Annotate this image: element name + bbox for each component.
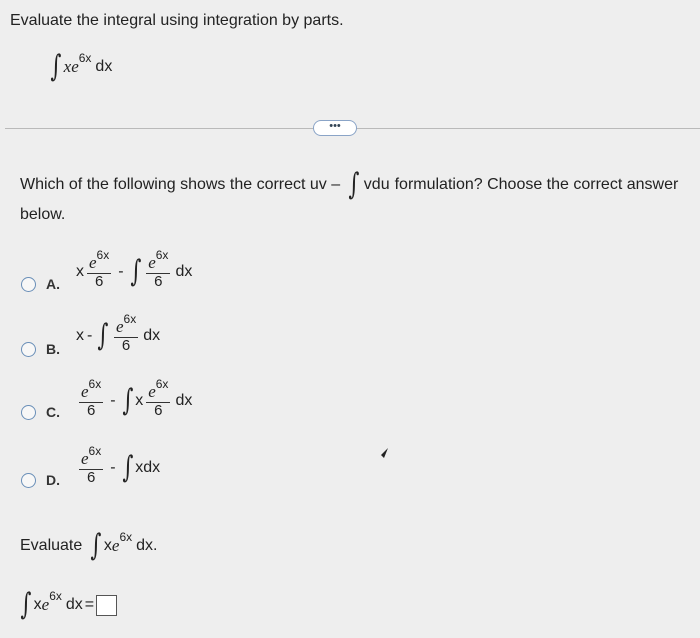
fraction: $\frac{e^{6x}}{6}$: [89, 248, 110, 290]
fraction: $\frac{e^{6x}}{6}$: [81, 377, 102, 419]
option-d-expression[interactable]: $\frac{e^{6x}}{6}$ - ∫ x dx: [81, 444, 161, 486]
evaluate-prompt: Evaluate ∫ x e 6x dx .: [20, 528, 158, 563]
integral-sign: ∫: [50, 49, 62, 84]
integral-sign: ∫: [348, 167, 360, 202]
option-d-letter: D.: [46, 472, 60, 488]
option-a-radio[interactable]: [21, 277, 36, 292]
fraction: $\frac{e^{6x}}{6}$: [81, 444, 102, 486]
more-button[interactable]: •••: [313, 120, 357, 136]
integral-sign: ∫: [20, 587, 32, 622]
integral-sign: ∫: [121, 383, 133, 419]
fraction: $\frac{e^{6x}}{6}$: [148, 377, 169, 419]
integral-sign: ∫: [90, 528, 102, 563]
fraction: $\frac{e^{6x}}{6}$: [148, 248, 169, 290]
option-c-letter: C.: [46, 404, 60, 420]
option-d-radio[interactable]: [21, 473, 36, 488]
option-a-letter: A.: [46, 276, 60, 292]
integral-sign: ∫: [121, 450, 133, 486]
option-b-radio[interactable]: [21, 342, 36, 357]
integral-sign: ∫: [129, 254, 141, 290]
option-b-expression[interactable]: x - ∫ $\frac{e^{6x}}{6}$ dx: [76, 312, 161, 354]
option-c-radio[interactable]: [21, 405, 36, 420]
question-text-line2: below.: [20, 206, 66, 223]
option-b-letter: B.: [46, 341, 60, 357]
fraction: $\frac{e^{6x}}{6}$: [115, 312, 137, 354]
option-a-expression[interactable]: x $\frac{e^{6x}}{6}$ - ∫ $\frac{e^{6x}}{6}$ dx: [76, 248, 193, 290]
question-text: Which of the following shows the correct uv – ∫ v du formulation? Choose the correct answer: [20, 167, 679, 202]
mouse-cursor-icon: [374, 446, 390, 462]
answer-line: ∫ x e 6x dx =: [18, 590, 117, 620]
integral-sign: ∫: [97, 318, 109, 354]
instructions-text: Evaluate the integral using integration by parts.: [10, 12, 344, 29]
answer-input[interactable]: [96, 595, 117, 616]
integral-expression: ∫ x e 6x dx: [50, 49, 113, 84]
option-c-expression[interactable]: $\frac{e^{6x}}{6}$ - ∫ x $\frac{e^{6x}}{6}$ dx: [81, 377, 193, 419]
